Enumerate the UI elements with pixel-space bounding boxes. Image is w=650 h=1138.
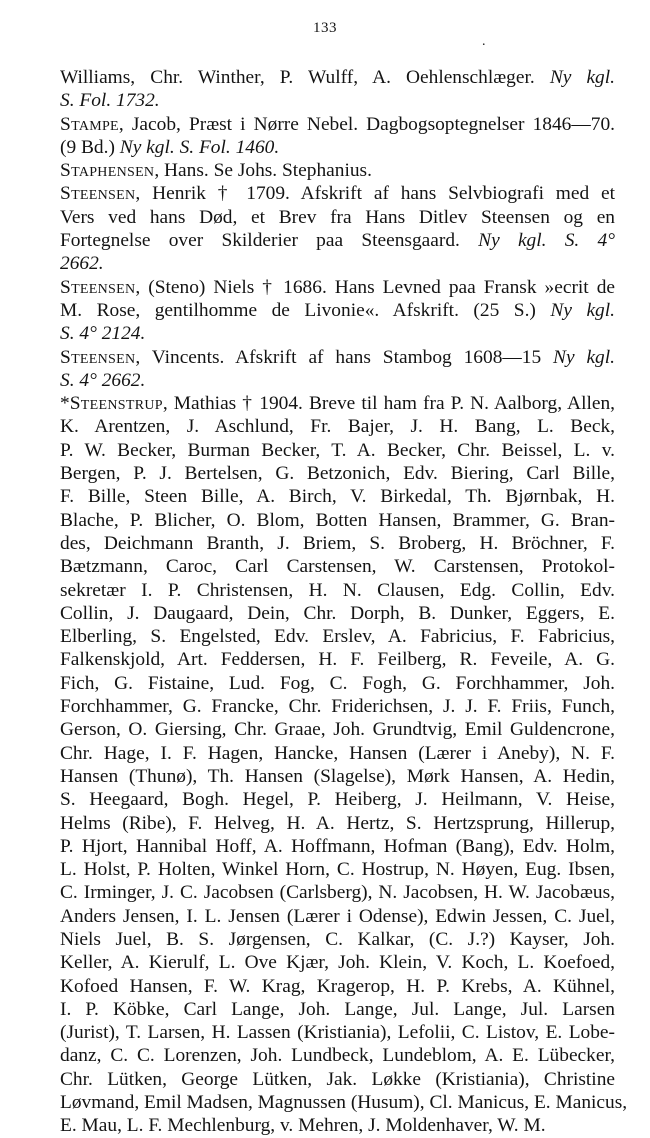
text-run: Løvmand, Emil Madsen, Magnussen (Husum), Cl. Manicus, E. Manicus, (60, 1092, 628, 1114)
text-line (60, 695, 615, 718)
page-body (60, 66, 628, 1138)
entry-heading: Stampe (60, 113, 119, 135)
text-line (60, 89, 615, 112)
text-run: L. Holst, P. Holten, Winkel Horn, C. Hostrup, N. Høyen, Eug. Ibsen, (60, 859, 615, 881)
text-line (60, 346, 615, 369)
text-line (60, 299, 615, 322)
text-line (60, 509, 615, 532)
text-run: , Hans. Se Johs. Stephanius. (154, 160, 372, 182)
entry-heading: Steensen (60, 276, 136, 298)
index-entry (60, 66, 615, 113)
text-line (60, 975, 615, 998)
text-line (60, 322, 615, 345)
text-run: sekretær I. P. Christensen, H. N. Clausen, Edg. Collin, Edv. (60, 579, 615, 601)
text-run: Vers ved hans Død, et Brev fra Hans Ditlev Steensen og en (60, 206, 615, 228)
text-run: , Jacob, Præst i Nørre Nebel. Dagbogsoptegnelser 1846—70. (118, 113, 615, 135)
shelfmark: Ny kgl. S. Fol. 1460. (119, 136, 280, 158)
text-line (60, 159, 615, 182)
text-line (60, 136, 615, 159)
text-line (60, 229, 615, 252)
text-line (60, 881, 615, 904)
text-run: Blache, P. Blicher, O. Blom, Botten Hansen, Brammer, G. Bran- (60, 509, 615, 531)
text-run: Niels Juel, B. S. Jørgensen, C. Kalkar, (C. J.?) Kayser, Joh. (60, 928, 615, 950)
text-line (60, 1044, 615, 1067)
entry-heading: Steensen (60, 183, 136, 205)
index-entry (60, 392, 628, 1138)
shelfmark: Ny kgl. (553, 346, 615, 368)
page-mark: . (482, 34, 486, 49)
text-run: Chr. Hage, I. F. Hagen, Hancke, Hansen (Lærer i Aneby), N. F. (60, 742, 615, 764)
shelfmark: S. Fol. 1732. (60, 90, 160, 112)
text-run: , Mathias † 1904. Breve til ham fra P. N. Aalborg, Allen, (162, 393, 615, 415)
text-line (60, 579, 615, 602)
text-line (60, 439, 615, 462)
index-entry (60, 182, 615, 275)
text-run: S. Heegaard, Bogh. Hegel, P. Heiberg, J. Heilmann, V. Heise, (60, 789, 615, 811)
text-run: Chr. Lütken, George Lütken, Jak. Løkke (Kristiania), Christine (60, 1068, 615, 1090)
text-line (60, 1114, 615, 1137)
text-run: Bætzmann, Caroc, Carl Carstensen, W. Carstensen, Protokol- (60, 556, 615, 578)
text-run: Forchhammer, G. Francke, Chr. Friderichsen, J. J. F. Friis, Funch, (60, 696, 615, 718)
text-line (60, 812, 615, 835)
shelfmark: Ny kgl. S. 4° (478, 230, 615, 252)
entry-heading: Steensen (60, 346, 136, 368)
text-run: Collin, J. Daugaard, Dein, Chr. Dorph, B. Dunker, Eggers, E. (60, 602, 615, 624)
text-line (60, 206, 615, 229)
text-run: M. Rose, gentilhomme de Livonie«. Afskrift. (25 S.) (60, 299, 551, 321)
text-line (60, 276, 615, 299)
text-line (60, 485, 615, 508)
text-run: Bergen, P. J. Bertelsen, G. Betzonich, Edv. Biering, Carl Bille, (60, 463, 615, 485)
index-entry (60, 276, 615, 346)
text-run: , Henrik † 1709. Afskrift af hans Selvbiografi med et (135, 183, 615, 205)
text-run: E. Mau, L. F. Mechlenburg, v. Mehren, J. Moldenhaver, W. M. (60, 1115, 546, 1137)
text-run: P. W. Becker, Burman Becker, T. A. Becker, Chr. Beissel, L. v. (60, 439, 615, 461)
text-line (60, 462, 615, 485)
text-line (60, 928, 615, 951)
text-run: Fich, G. Fistaine, Lud. Fog, C. Fogh, G. Forchhammer, Joh. (60, 672, 615, 694)
text-line (60, 951, 615, 974)
text-run: P. Hjort, Hannibal Hoff, A. Hoffmann, Hofman (Bang), Edv. Holm, (60, 835, 615, 857)
index-entry (60, 159, 615, 182)
text-run: C. Irminger, J. C. Jacobsen (Carlsberg), N. Jacobsen, H. W. Jacobæus, (60, 882, 615, 904)
index-entry (60, 113, 615, 160)
text-line (60, 1091, 628, 1114)
text-line (60, 788, 615, 811)
text-line (60, 252, 615, 275)
shelfmark: 2662. (60, 253, 104, 275)
page-number: 133 (313, 20, 337, 36)
text-run: Falkenskjold, Art. Feddersen, H. F. Feilberg, R. Feveile, A. G. (60, 649, 615, 671)
text-run: , Vincents. Afskrift af hans Stambog 1608—15 (135, 346, 554, 368)
text-line (60, 648, 615, 671)
text-run: Williams, Chr. Winther, P. Wulff, A. Oehlenschlæger. (60, 67, 550, 88)
text-run: Kofoed Hansen, F. W. Krag, Kragerop, H. P. Krebs, A. Kühnel, (60, 975, 615, 997)
shelfmark: Ny kgl. (550, 299, 615, 321)
text-line (60, 182, 615, 205)
entry-heading: Steenstrup (69, 393, 163, 415)
text-line (60, 672, 615, 695)
text-run: Hansen (Thunø), Th. Hansen (Slagelse), Mørk Hansen, A. Hedin, (60, 765, 615, 787)
text-line (60, 905, 615, 928)
text-run: Keller, A. Kierulf, L. Ove Kjær, Joh. Klein, V. Koch, L. Koefoed, (60, 952, 615, 974)
text-line (60, 392, 615, 415)
entry-heading: Staphensen (60, 160, 155, 182)
text-line (60, 369, 615, 392)
text-line (60, 1021, 615, 1044)
text-line (60, 555, 615, 578)
text-run: F. Bille, Steen Bille, A. Birch, V. Birkedal, Th. Bjørnbak, H. (60, 486, 615, 508)
text-run: (9 Bd.) (60, 136, 120, 158)
text-run: danz, C. C. Lorenzen, Joh. Lundbeck, Lundeblom, A. E. Lübecker, (60, 1045, 615, 1067)
text-run: Gerson, O. Giersing, Chr. Graae, Joh. Grundtvig, Emil Guldencrone, (60, 719, 615, 741)
text-run: Elberling, S. Engelsted, Edv. Erslev, A. Fabricius, F. Fabricius, (60, 626, 615, 648)
text-run: Helms (Ribe), F. Helveg, H. A. Hertz, S. Hertzsprung, Hillerup, (60, 812, 615, 834)
shelfmark: S. 4° 2662. (60, 369, 146, 391)
text-run: Anders Jensen, I. L. Jensen (Lærer i Odense), Edwin Jessen, C. Juel, (60, 905, 615, 927)
text-run: des, Deichmann Branth, J. Briem, S. Broberg, H. Bröchner, F. (60, 532, 615, 554)
shelfmark: S. 4° 2124. (60, 323, 146, 345)
text-line (60, 1068, 615, 1091)
text-run: K. Arentzen, J. Aschlund, Fr. Bajer, J. H. Bang, L. Beck, (60, 416, 615, 438)
text-line (60, 998, 615, 1021)
text-run: , (Steno) Niels † 1686. Hans Levned paa Fransk »ecrit de (135, 276, 615, 298)
text-line (60, 625, 615, 648)
text-run: I. P. Köbke, Carl Lange, Joh. Lange, Jul. Lange, Jul. Larsen (60, 998, 615, 1020)
text-run: Fortegnelse over Skilderier paa Steensgaard. (60, 230, 479, 252)
text-run: * (60, 393, 70, 415)
text-line (60, 113, 615, 136)
text-run: (Jurist), T. Larsen, H. Lassen (Kristiania), Lefolii, C. Listov, E. Lobe- (60, 1022, 615, 1044)
text-line (60, 718, 615, 741)
text-line (60, 765, 615, 788)
shelfmark: Ny kgl. (549, 67, 615, 88)
text-line (60, 742, 615, 765)
text-line (60, 602, 615, 625)
text-line (60, 858, 615, 881)
text-line (60, 415, 615, 438)
text-line (60, 66, 615, 89)
text-line (60, 835, 615, 858)
text-line (60, 532, 615, 555)
index-entry (60, 346, 615, 393)
